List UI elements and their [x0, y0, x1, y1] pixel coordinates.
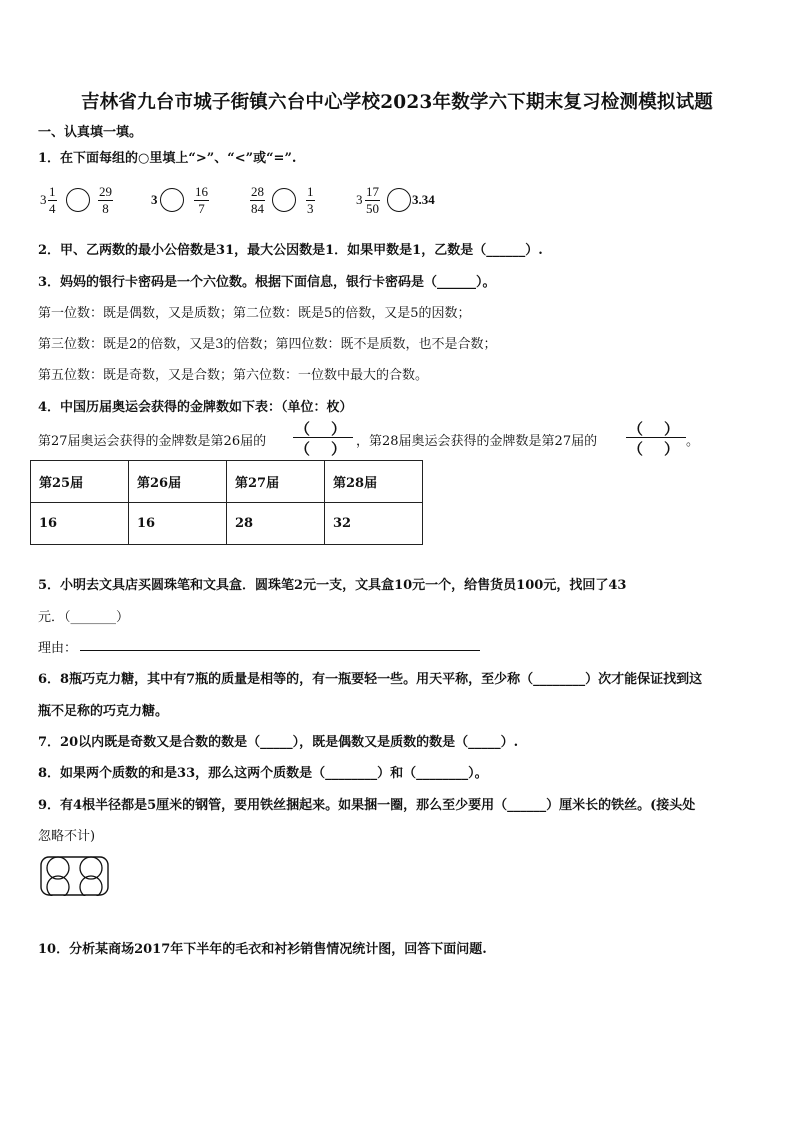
denominator: 8: [102, 201, 109, 216]
question-8: 8．如果两个质数的和是33，那么这两个质数是（________）和（________）。: [38, 766, 488, 781]
question-9-cont: 忽略不计): [38, 829, 96, 844]
numerator: 28: [251, 184, 264, 199]
whole-number: 3: [40, 192, 47, 207]
section-heading: 一、认真填一填。: [38, 125, 143, 140]
question-4: 4．中国历届奥运会获得的金牌数如下表：（单位：枚）: [38, 400, 353, 415]
table-header-cell: 第27届: [227, 461, 325, 503]
numerator: 17: [366, 184, 379, 199]
numerator: 29: [99, 184, 112, 199]
paren-left: （: [295, 420, 311, 438]
numerator: 1: [307, 184, 314, 199]
numerator: 1: [49, 184, 56, 199]
medal-table: [30, 460, 423, 545]
answer-circle[interactable]: [387, 188, 411, 212]
question-3: 3．妈妈的银行卡密码是一个六位数。根据下面信息，银行卡密码是（______）。: [38, 275, 496, 290]
table-header-cell: 第26届: [129, 461, 227, 503]
whole-number: 3: [151, 192, 158, 207]
question-2: 2．甲、乙两数的最小公倍数是31，最大公因数是1．如果甲数是1，乙数是（______）.: [38, 243, 543, 258]
question-3-clue-3: 第五位数：既是奇数，又是合数；第六位数：一位数中最大的合数。: [38, 368, 429, 383]
paren-left: （: [628, 440, 644, 458]
paren-right: ）: [664, 420, 680, 438]
fraction: [98, 184, 113, 217]
paren-right: ）: [331, 440, 347, 458]
paren-left: （: [628, 420, 644, 438]
question-4-part3: 。: [686, 434, 700, 449]
paren-right: ）: [664, 440, 680, 458]
question-4-part2: ，第28届奥运会获得的金牌数是第27届的: [356, 434, 598, 449]
paren-right: ）: [331, 420, 347, 438]
question-1: 1．在下面每组的○里填上“>”、“<”或“=”.: [38, 151, 297, 166]
denominator: 50: [366, 201, 379, 216]
table-cell: 28: [227, 503, 325, 545]
table-cell: 16: [129, 503, 227, 545]
denominator: 84: [251, 201, 264, 216]
question-3-clue-2: 第三位数：既是2的倍数，又是3的倍数；第四位数：既不是质数，也不是合数；: [38, 337, 497, 352]
fraction: [194, 184, 209, 217]
question-4-part1: 第27届奥运会获得的金牌数是第26届的: [38, 434, 267, 449]
decimal-number: 3.34: [412, 192, 435, 207]
answer-circle[interactable]: [272, 188, 296, 212]
question-10: 10．分析某商场2017年下半年的毛衣和衬衫销售情况统计图，回答下面问题.: [38, 942, 487, 957]
denominator: 3: [307, 201, 314, 216]
question-9: 9．有4根半径都是5厘米的钢管，要用铁丝捆起来。如果捆一圈，那么至少要用（______）厘米长的铁丝。(接头处: [38, 798, 696, 813]
answer-circle[interactable]: [160, 188, 184, 212]
table-header-cell: 第28届: [325, 461, 423, 503]
question-3-clue-1: 第一位数：既是偶数，又是质数；第二位数：既是5的倍数，又是5的因数；: [38, 306, 471, 321]
question-6-cont: 瓶不足称的巧克力糖。: [38, 704, 169, 719]
page-title: 吉林省九台市城子街镇六台中心学校2023年数学六下期末复习检测模拟试题: [81, 92, 713, 113]
reason-input-line[interactable]: [80, 650, 480, 651]
reason-label: 理由：: [38, 641, 78, 656]
fraction: [306, 184, 315, 217]
question-6: 6．8瓶巧克力糖，其中有7瓶的质量是相等的，有一瓶要轻一些。用天平称，至少称（________）次才能保证找到这: [38, 672, 703, 687]
blank-fraction[interactable]: [293, 420, 353, 458]
numerator: 16: [195, 184, 208, 199]
fraction: [250, 184, 265, 217]
paren-left: （: [295, 440, 311, 458]
table-cell: 16: [31, 503, 129, 545]
blank-fraction[interactable]: [626, 420, 686, 458]
question-5: 5．小明去文具店买圆珠笔和文具盒．圆珠笔2元一支，文具盒10元一个，给售货员100元，找回了43: [38, 578, 627, 593]
table-header-cell: 第25届: [31, 461, 129, 503]
table-cell: 32: [325, 503, 423, 545]
fraction: [48, 184, 57, 217]
table-row: [31, 461, 423, 503]
fraction: [365, 184, 380, 217]
denominator: 7: [198, 201, 205, 216]
question-5-cont: 元．（_______）: [38, 610, 130, 625]
table-row: [31, 503, 423, 545]
question-7: 7．20以内既是奇数又是合数的数是（_____），既是偶数又是质数的数是（_____）.: [38, 735, 519, 750]
answer-circle[interactable]: [66, 188, 90, 212]
whole-number: 3: [356, 192, 363, 207]
denominator: 4: [49, 201, 56, 216]
pipes-diagram: [40, 856, 110, 896]
